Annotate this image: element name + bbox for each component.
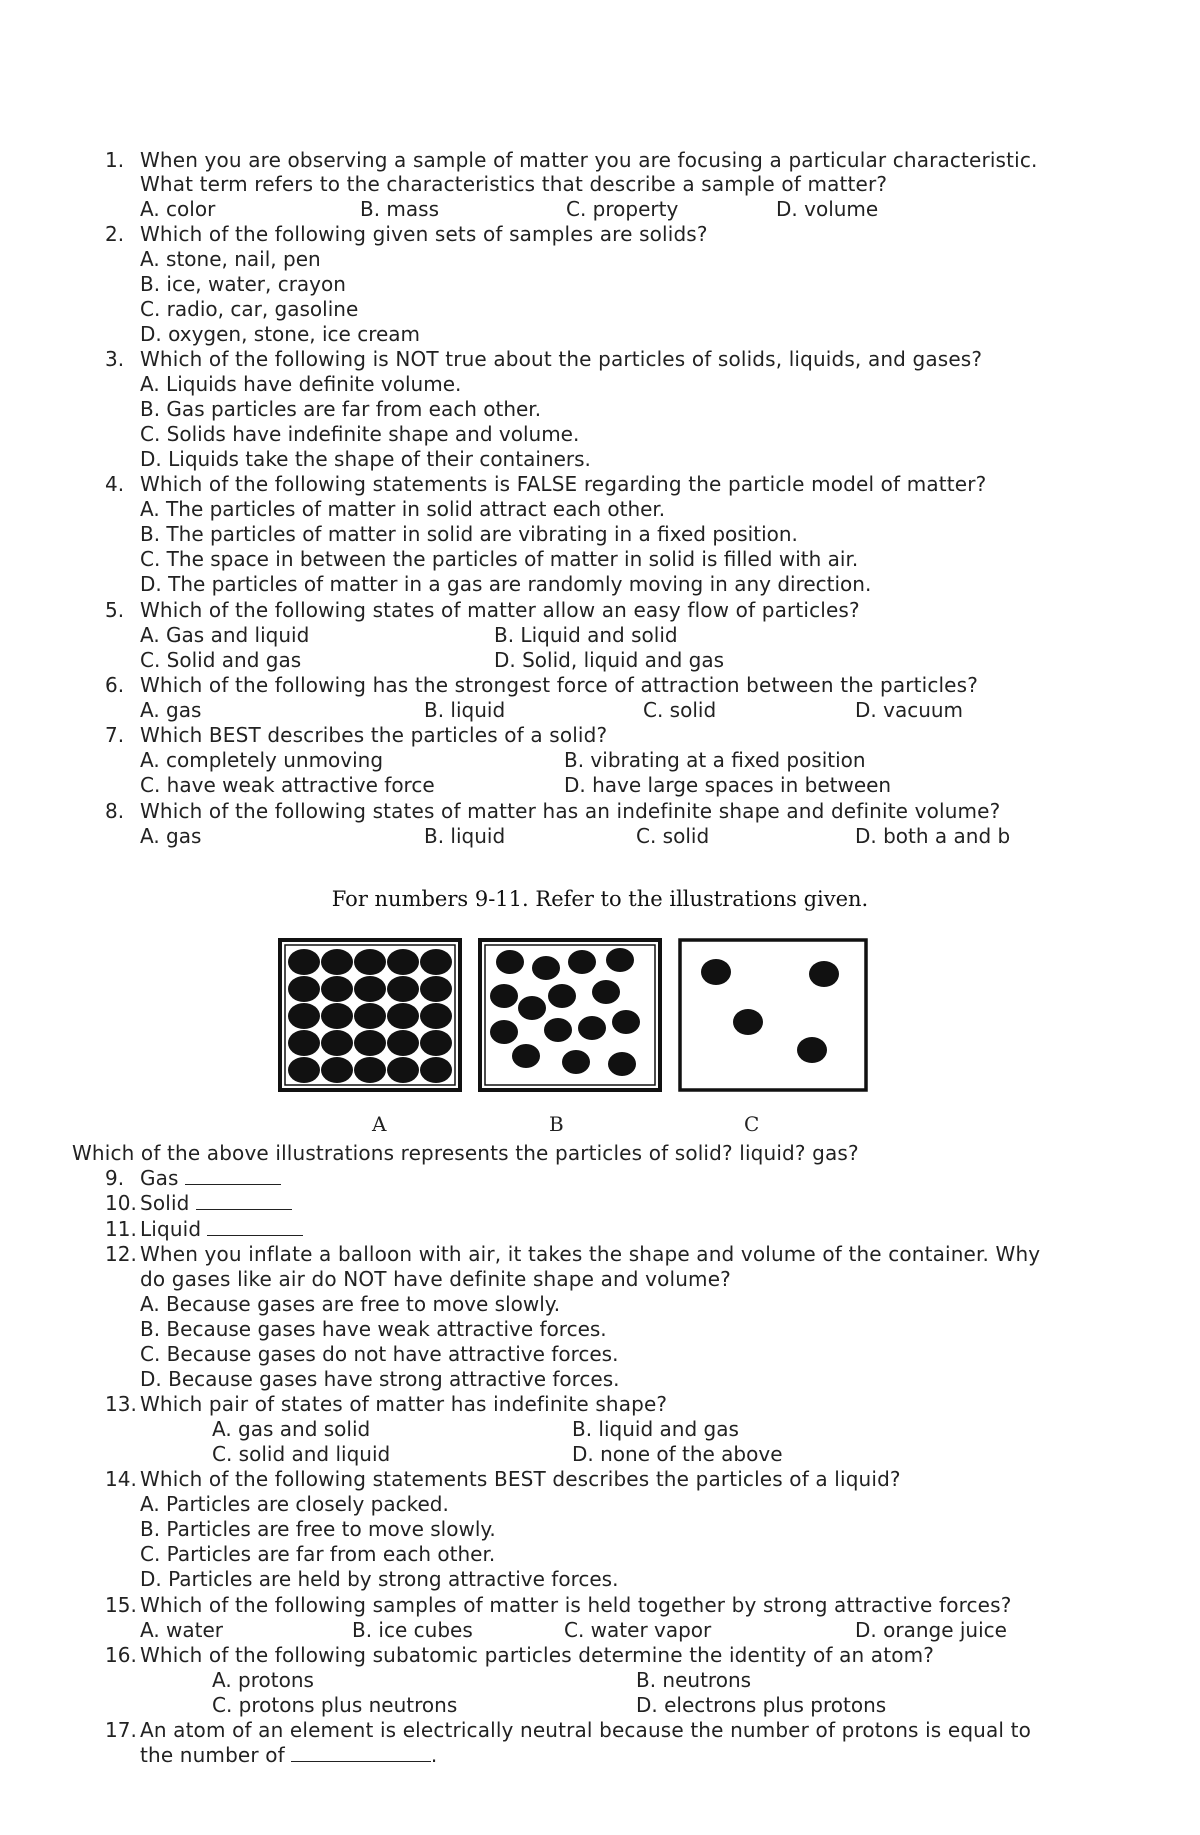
solid-particle: [321, 1030, 353, 1056]
question-text: Which of the following states of matter has an indefinite shape and definite volume?: [140, 799, 1001, 823]
option: A. gas: [140, 824, 202, 848]
question-number: 11.: [105, 1217, 137, 1241]
question-text: do gases like air do NOT have definite shape and volume?: [140, 1267, 731, 1291]
question-number: 1.: [105, 148, 125, 172]
solid-particle: [288, 949, 320, 975]
option: D. volume: [776, 197, 879, 221]
option: A. gas and solid: [212, 1417, 371, 1441]
fill-item-liquid: [140, 1217, 303, 1241]
option: D. Particles are held by strong attractive forces.: [140, 1567, 619, 1591]
solid-particle: [321, 949, 353, 975]
option: D. oxygen, stone, ice cream: [140, 322, 421, 346]
question-text: When you inflate a balloon with air, it takes the shape and volume of the container. Why: [140, 1242, 1041, 1266]
option: B. liquid: [424, 698, 506, 722]
question-text: Which of the following statements is FALSE regarding the particle model of matter?: [140, 472, 987, 496]
option: A. Liquids have definite volume.: [140, 372, 462, 396]
solid-particle: [387, 949, 419, 975]
fill-item-gas: [140, 1166, 281, 1190]
option: B. ice, water, crayon: [140, 272, 346, 296]
option: A. protons: [212, 1668, 314, 1692]
option: D. Because gases have strong attractive forces.: [140, 1367, 620, 1391]
question-text: Which BEST describes the particles of a solid?: [140, 723, 608, 747]
question-text: An atom of an element is electrically neutral because the number of protons is equal to: [140, 1718, 1031, 1742]
solid-particle: [420, 1003, 452, 1029]
solid-particle: [288, 1003, 320, 1029]
option: A. color: [140, 197, 216, 221]
question-number: 15.: [105, 1593, 137, 1617]
illustration-a-solid: [280, 940, 460, 1090]
option: B. mass: [360, 197, 440, 221]
question-number: 16.: [105, 1643, 137, 1667]
question-number: 6.: [105, 673, 125, 697]
option: A. gas: [140, 698, 202, 722]
question-text: What term refers to the characteristics that describe a sample of matter?: [140, 172, 888, 196]
solid-particle: [321, 1057, 353, 1083]
option: C. solid: [643, 698, 717, 722]
solid-particle: [321, 1003, 353, 1029]
option: A. Gas and liquid: [140, 623, 310, 647]
option: B. Liquid and solid: [494, 623, 678, 647]
option: B. ice cubes: [352, 1618, 473, 1642]
option: C. solid and liquid: [212, 1442, 391, 1466]
option: D. Liquids take the shape of their containers.: [140, 447, 591, 471]
option: C. property: [566, 197, 679, 221]
option: D. orange juice: [855, 1618, 1007, 1642]
option: A. Because gases are free to move slowly.: [140, 1292, 561, 1316]
solid-particle: [420, 949, 452, 975]
option: B. neutrons: [636, 1668, 752, 1692]
question-number: 14.: [105, 1467, 137, 1491]
option: B. liquid: [424, 824, 506, 848]
solid-particle: [387, 1030, 419, 1056]
particle-illustrations: [276, 936, 876, 1106]
option: D. Solid, liquid and gas: [494, 648, 725, 672]
question-number: 3.: [105, 347, 125, 371]
option: A. Particles are closely packed.: [140, 1492, 449, 1516]
option: A. stone, nail, pen: [140, 247, 321, 271]
question-text: When you are observing a sample of matter you are focusing a particular characteristic.: [140, 148, 1038, 172]
end-mark: .: [430, 1743, 438, 1767]
solid-particle: [321, 976, 353, 1002]
option: A. water: [140, 1618, 224, 1642]
answer-blank[interactable]: [207, 1217, 303, 1236]
solid-particle: [288, 1057, 320, 1083]
option: D. both a and b: [855, 824, 1011, 848]
option: C. Because gases do not have attractive forces.: [140, 1342, 619, 1366]
option: B. liquid and gas: [572, 1417, 739, 1441]
illustration-b-liquid: [480, 940, 660, 1090]
solid-particle: [387, 976, 419, 1002]
question-text: the number of: [140, 1743, 285, 1767]
solid-particle: [354, 949, 386, 975]
option: B. The particles of matter in solid are vibrating in a fixed position.: [140, 522, 798, 546]
figure-question: Which of the above illustrations represents the particles of solid? liquid? gas?: [72, 1141, 859, 1165]
solid-particle: [288, 976, 320, 1002]
option: D. The particles of matter in a gas are randomly moving in any direction.: [140, 572, 872, 596]
question-number: 8.: [105, 799, 125, 823]
solid-particle: [387, 1003, 419, 1029]
fill-item-label: Gas: [140, 1166, 179, 1190]
solid-particle: [288, 1030, 320, 1056]
question-number: 9.: [105, 1166, 125, 1190]
option: C. Solids have indefinite shape and volume.: [140, 422, 580, 446]
option: C. water vapor: [564, 1618, 712, 1642]
solid-particle: [354, 1003, 386, 1029]
option: C. protons plus neutrons: [212, 1693, 458, 1717]
question-number: 12.: [105, 1242, 137, 1266]
solid-particle: [354, 976, 386, 1002]
question-text: Which of the following has the strongest force of attraction between the particles?: [140, 673, 978, 697]
option: C. have weak attractive force: [140, 773, 435, 797]
solid-particle: [420, 1030, 452, 1056]
question-number: 2.: [105, 222, 125, 246]
question-text-continued: [140, 1743, 437, 1767]
option: D. vacuum: [855, 698, 964, 722]
question-text: Which of the following is NOT true about the particles of solids, liquids, and gases?: [140, 347, 983, 371]
question-number: 5.: [105, 598, 125, 622]
figure-label-c: C: [744, 1112, 760, 1136]
option: B. Particles are free to move slowly.: [140, 1517, 496, 1541]
option: B. Because gases have weak attractive forces.: [140, 1317, 607, 1341]
question-text: Which pair of states of matter has indefinite shape?: [140, 1392, 668, 1416]
figure-label-a: A: [372, 1112, 387, 1136]
option: C. Particles are far from each other.: [140, 1542, 496, 1566]
solid-particle: [387, 1057, 419, 1083]
question-text: Which of the following statements BEST describes the particles of a liquid?: [140, 1467, 901, 1491]
question-number: 7.: [105, 723, 125, 747]
option: B. Gas particles are far from each other.: [140, 397, 542, 421]
option: D. none of the above: [572, 1442, 783, 1466]
question-number: 10.: [105, 1191, 137, 1215]
figure-label-b: B: [549, 1112, 564, 1136]
answer-blank[interactable]: [185, 1166, 281, 1185]
answer-blank[interactable]: [291, 1743, 431, 1762]
question-text: Which of the following samples of matter is held together by strong attractive forces?: [140, 1593, 1012, 1617]
option: B. vibrating at a fixed position: [564, 748, 866, 772]
option: C. solid: [636, 824, 710, 848]
fill-item-solid: [140, 1191, 292, 1215]
question-text: Which of the following given sets of samples are solids?: [140, 222, 708, 246]
option: D. have large spaces in between: [564, 773, 892, 797]
option: D. electrons plus protons: [636, 1693, 887, 1717]
question-number: 4.: [105, 472, 125, 496]
question-text: Which of the following subatomic particles determine the identity of an atom?: [140, 1643, 934, 1667]
option: A. The particles of matter in solid attract each other.: [140, 497, 666, 521]
solid-particle: [420, 976, 452, 1002]
fill-item-label: Liquid: [140, 1217, 202, 1241]
illustration-c-gas: [680, 940, 866, 1090]
option: C. Solid and gas: [140, 648, 302, 672]
solid-particle: [354, 1057, 386, 1083]
question-text: Which of the following states of matter allow an easy flow of particles?: [140, 598, 860, 622]
question-number: 13.: [105, 1392, 137, 1416]
option: C. radio, car, gasoline: [140, 297, 359, 321]
figure-instruction: For numbers 9-11. Refer to the illustrations given.: [331, 887, 869, 911]
solid-particle: [354, 1030, 386, 1056]
fill-item-label: Solid: [140, 1191, 190, 1215]
option: A. completely unmoving: [140, 748, 384, 772]
question-number: 17.: [105, 1718, 137, 1742]
option: C. The space in between the particles of matter in solid is filled with air.: [140, 547, 859, 571]
answer-blank[interactable]: [196, 1191, 292, 1210]
solid-particle: [420, 1057, 452, 1083]
